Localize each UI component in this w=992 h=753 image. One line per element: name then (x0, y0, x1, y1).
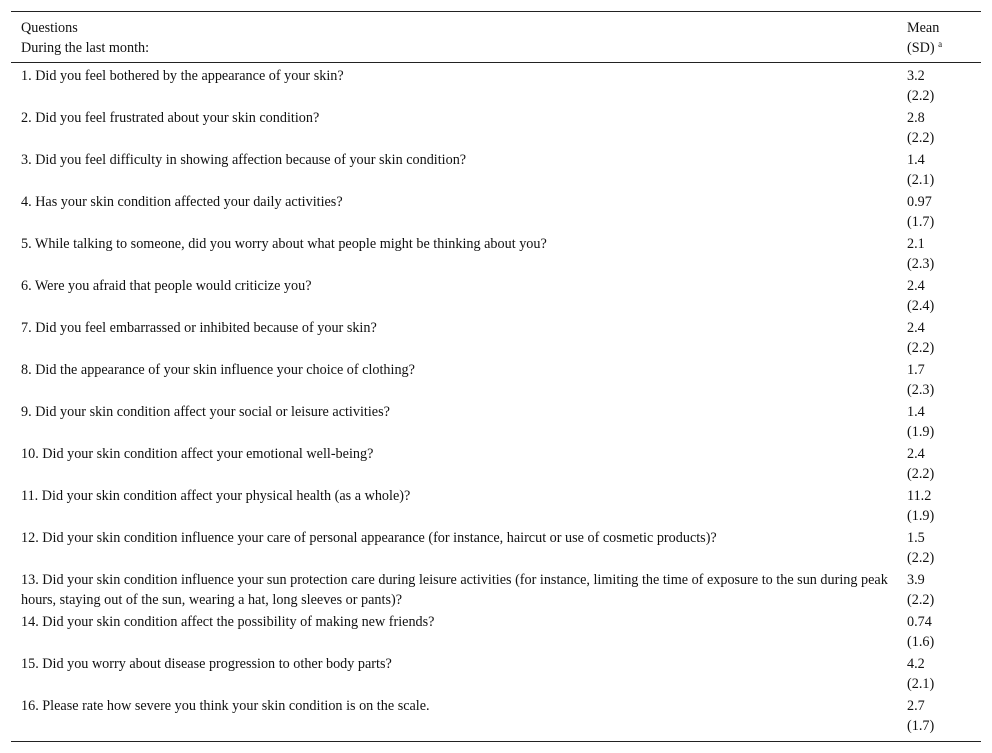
mean-value: 3.2 (907, 68, 925, 84)
question-text: 4. Has your skin condition affected your daily activities? (21, 194, 343, 210)
questionnaire-table (11, 11, 981, 742)
header-questions (11, 18, 907, 58)
header-mean (907, 18, 981, 58)
mean-sd-cell (907, 276, 981, 318)
question-text: 8. Did the appearance of your skin influence your choice of clothing? (21, 362, 415, 378)
table-body (11, 63, 981, 741)
question-text: 15. Did you worry about disease progression to other body parts? (21, 656, 392, 672)
sd-value: (1.9) (907, 424, 935, 440)
mean-sd-cell (907, 108, 981, 150)
mean-value: 2.4 (907, 320, 925, 336)
mean-value: 2.8 (907, 110, 925, 126)
table-row (11, 108, 981, 150)
table-row (11, 696, 981, 738)
question-text: 14. Did your skin condition affect the possibility of making new friends? (21, 614, 435, 630)
table-row (11, 276, 981, 318)
mean-sd-cell (907, 234, 981, 276)
sd-value: (2.2) (907, 592, 935, 608)
header-sd-title (907, 38, 981, 58)
mean-value: 1.4 (907, 152, 925, 168)
sd-value: (1.6) (907, 634, 935, 650)
table-row (11, 318, 981, 360)
mean-value: 1.4 (907, 404, 925, 420)
mean-sd-cell (907, 150, 981, 192)
header-questions-title: Questions (21, 20, 78, 36)
mean-value: 11.2 (907, 488, 932, 504)
question-text: 2. Did you feel frustrated about your skin condition? (21, 110, 320, 126)
table-row (11, 612, 981, 654)
table-row (11, 192, 981, 234)
mean-value: 2.1 (907, 236, 925, 252)
sd-value: (2.3) (907, 382, 935, 398)
sd-value: (2.2) (907, 466, 935, 482)
mean-sd-cell (907, 612, 981, 654)
sd-value: (2.2) (907, 340, 935, 356)
sd-value: (2.1) (907, 676, 935, 692)
question-text: 10. Did your skin condition affect your emotional well-being? (21, 446, 374, 462)
sd-value: (2.2) (907, 88, 935, 104)
table-row (11, 402, 981, 444)
mean-value: 2.7 (907, 698, 925, 714)
mean-value: 4.2 (907, 656, 925, 672)
mean-sd-cell (907, 528, 981, 570)
question-text: 13. Did your skin condition influence your sun protection care during leisure activities (for instance, limiting the time of exposure to the sun during peak hours, staying out of the sun, wearing a hat, long sleeves or pants)? (21, 572, 888, 608)
mean-value: 1.5 (907, 530, 925, 546)
footnote-marker: a (938, 39, 943, 49)
sd-value: (2.4) (907, 298, 935, 314)
mean-value: 3.9 (907, 572, 925, 588)
header-questions-subtitle: During the last month: (21, 40, 150, 56)
mean-sd-cell (907, 444, 981, 486)
mean-value: 2.4 (907, 446, 925, 462)
table-row (11, 444, 981, 486)
mean-sd-cell (907, 486, 981, 528)
question-text: 3. Did you feel difficulty in showing affection because of your skin condition? (21, 152, 467, 168)
mean-value: 0.97 (907, 194, 932, 210)
mean-sd-cell (907, 654, 981, 696)
question-text: 5. While talking to someone, did you worry about what people might be thinking about you? (21, 236, 547, 252)
mean-value: 1.7 (907, 362, 925, 378)
question-text: 7. Did you feel embarrassed or inhibited because of your skin? (21, 320, 377, 336)
mean-sd-cell (907, 402, 981, 444)
table-row (11, 66, 981, 108)
question-text: 9. Did your skin condition affect your social or leisure activities? (21, 404, 390, 420)
sd-value: (2.1) (907, 172, 935, 188)
mean-value: 0.74 (907, 614, 932, 630)
table-row (11, 150, 981, 192)
table-row (11, 570, 981, 612)
table-row (11, 360, 981, 402)
mean-sd-cell (907, 696, 981, 738)
mean-value: 2.4 (907, 278, 925, 294)
table-row (11, 486, 981, 528)
question-text: 6. Were you afraid that people would criticize you? (21, 278, 312, 294)
sd-value: (2.2) (907, 550, 935, 566)
sd-value: (2.2) (907, 130, 935, 146)
question-text: 1. Did you feel bothered by the appearance of your skin? (21, 68, 344, 84)
table-header (11, 12, 981, 63)
mean-sd-cell (907, 360, 981, 402)
mean-sd-cell (907, 570, 981, 612)
question-text: 16. Please rate how severe you think your skin condition is on the scale. (21, 698, 430, 714)
sd-value: (2.3) (907, 256, 935, 272)
mean-sd-cell (907, 66, 981, 108)
table-row (11, 654, 981, 696)
header-mean-title: Mean (907, 20, 940, 36)
sd-value: (1.9) (907, 508, 935, 524)
sd-value: (1.7) (907, 214, 935, 230)
table-row (11, 234, 981, 276)
question-text: 11. Did your skin condition affect your physical health (as a whole)? (21, 488, 411, 504)
header-sd-label: (SD) (907, 40, 935, 56)
question-text: 12. Did your skin condition influence your care of personal appearance (for instance, haircut or use of cosmetic products)? (21, 530, 717, 546)
mean-sd-cell (907, 192, 981, 234)
sd-value: (1.7) (907, 718, 935, 734)
mean-sd-cell (907, 318, 981, 360)
table-row (11, 528, 981, 570)
